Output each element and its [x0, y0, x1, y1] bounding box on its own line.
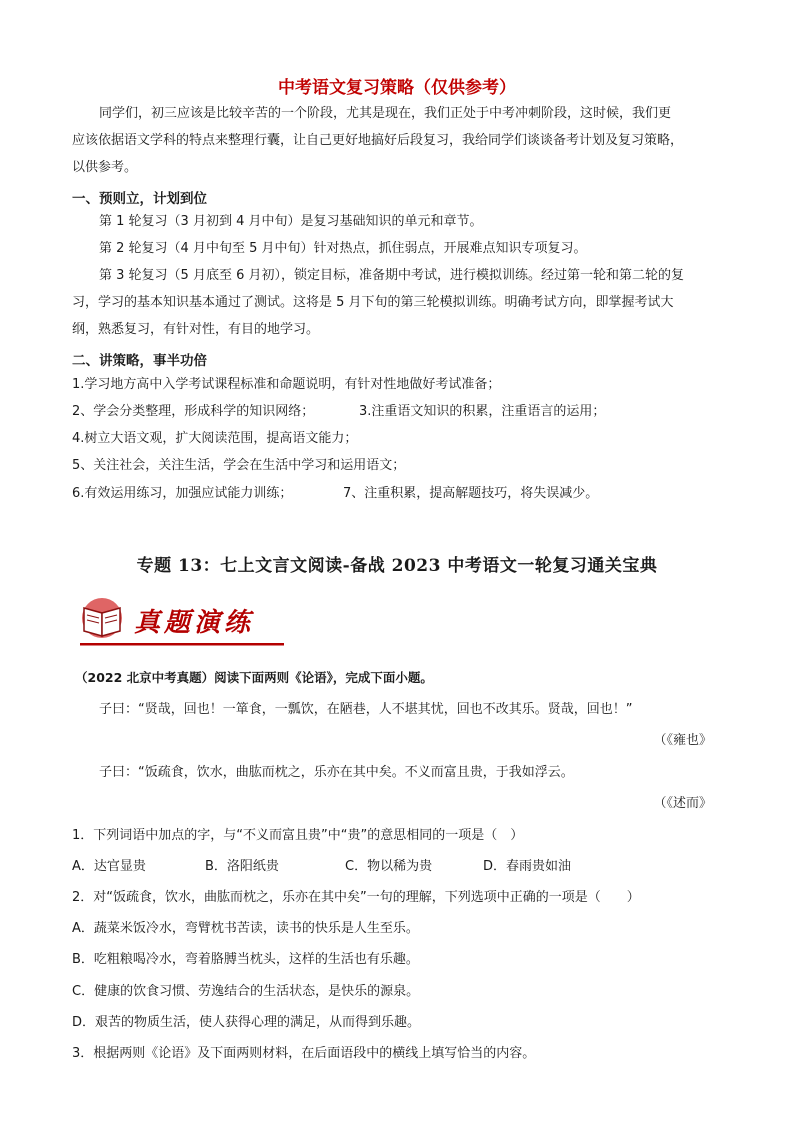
- page-title: 中考语文复习策略（仅供参考）: [278, 78, 516, 98]
- quote-1: 子曰：“贤哉，回也！一箪食，一瓢饮，在陋巷，人不堪其忧，回也不改其乐。贤哉，回也！”: [99, 702, 633, 717]
- intro-line-1: 同学们，初三应该是比较辛苦的一个阶段，尤其是现在，我们正处于中考冲刺阶段，这时候，我们更: [99, 106, 672, 121]
- section1-line-1: 第 1 轮复习（3 月初到 4 月中旬）是复习基础知识的单元和章节。: [99, 214, 483, 229]
- section2-item-5: 5、关注社会，关注生活，学会在生活中学习和运用语文；: [72, 458, 406, 473]
- q2-option-d: D．艰苦的物质生活，使人获得心理的满足，从而得到乐趣。: [72, 1015, 421, 1030]
- quote-2: 子曰：“饭疏食，饮水，曲肱而枕之，乐亦在其中矣。不义而富且贵，于我如浮云。: [99, 765, 574, 780]
- section1-line-4: 习，学习的基本知识基本通过了测试。这将是 5 月下旬的第三轮模拟训练。明确考试方向，即掌握考试大: [72, 295, 674, 310]
- section1-line-3: 第 3 轮复习（5 月底至 6 月初），锁定目标，准备期中考试，进行模拟训练。经过第一轮和第二轮的复: [99, 268, 684, 283]
- section2-item-3: 3.注重语文知识的积累，注重语言的运用；: [359, 404, 606, 419]
- quote-2-source: （《述而》: [653, 796, 712, 811]
- quote-1-source: （《雍也》: [653, 733, 712, 748]
- intro-line-2: 应该依据语文学科的特点来整理行囊，让自己更好地搞好后段复习，我给同学们谈谈备考计划及复习策略，: [72, 133, 684, 148]
- question-1: 1．下列词语中加点的字，与“不义而富且贵”中“贵”的意思相同的一项是（ ）: [72, 828, 524, 843]
- section2-item-6: 6.有效运用练习，加强应试能力训练；: [72, 486, 293, 501]
- q2-option-c: C．健康的饮食习惯、劳逸结合的生活状态，是快乐的源泉。: [72, 984, 420, 999]
- banner-text: 真题演练: [134, 608, 255, 638]
- section2-item-2: 2、学会分类整理，形成科学的知识网络；: [72, 404, 315, 419]
- question-2: 2．对“饭疏食，饮水，曲肱而枕之，乐亦在其中矣”一句的理解，下列选项中正确的一项是（ ）: [72, 890, 640, 905]
- q1-option-b: B．洛阳纸贵: [205, 859, 279, 874]
- section1-line-2: 第 2 轮复习（4 月中旬至 5 月中旬）针对热点，抓住弱点，开展难点知识专项复习。: [99, 241, 587, 256]
- q2-option-b: B．吃粗粮喝冷水，弯着胳膊当枕头，这样的生活也有乐趣。: [72, 952, 419, 967]
- topic-title: 专题 13：七上文言文阅读-备战 2023 中考语文一轮复习通关宝典: [136, 556, 658, 576]
- section2-item-7: 7、注重积累，提高解题技巧，将失误减少。: [343, 486, 599, 501]
- practice-banner: [76, 596, 286, 648]
- question-3: 3．根据两则《论语》及下面两则材料，在后面语段中的横线上填写恰当的内容。: [72, 1046, 536, 1061]
- q1-option-a: A．达官显贵: [72, 859, 146, 874]
- section1-line-5: 纲，熟悉复习，有针对性，有目的地学习。: [72, 322, 320, 337]
- section2-heading: 二、讲策略，事半功倍: [72, 353, 207, 369]
- q1-option-d: D．春雨贵如油: [483, 859, 572, 874]
- q1-option-c: C．物以稀为贵: [345, 859, 433, 874]
- question-source: （2022 北京中考真题）阅读下面两则《论语》，完成下面小题。: [75, 670, 433, 685]
- section2-item-4: 4.树立大语文观，扩大阅读范围，提高语文能力；: [72, 431, 358, 446]
- q2-option-a: A．蔬菜米饭冷水，弯臂枕书苦读，读书的快乐是人生至乐。: [72, 921, 419, 936]
- section1-heading: 一、预则立，计划到位: [72, 191, 207, 207]
- section2-item-1: 1.学习地方高中入学考试课程标准和命题说明，有针对性地做好考试准备；: [72, 377, 501, 392]
- intro-line-3: 以供参考。: [72, 160, 138, 175]
